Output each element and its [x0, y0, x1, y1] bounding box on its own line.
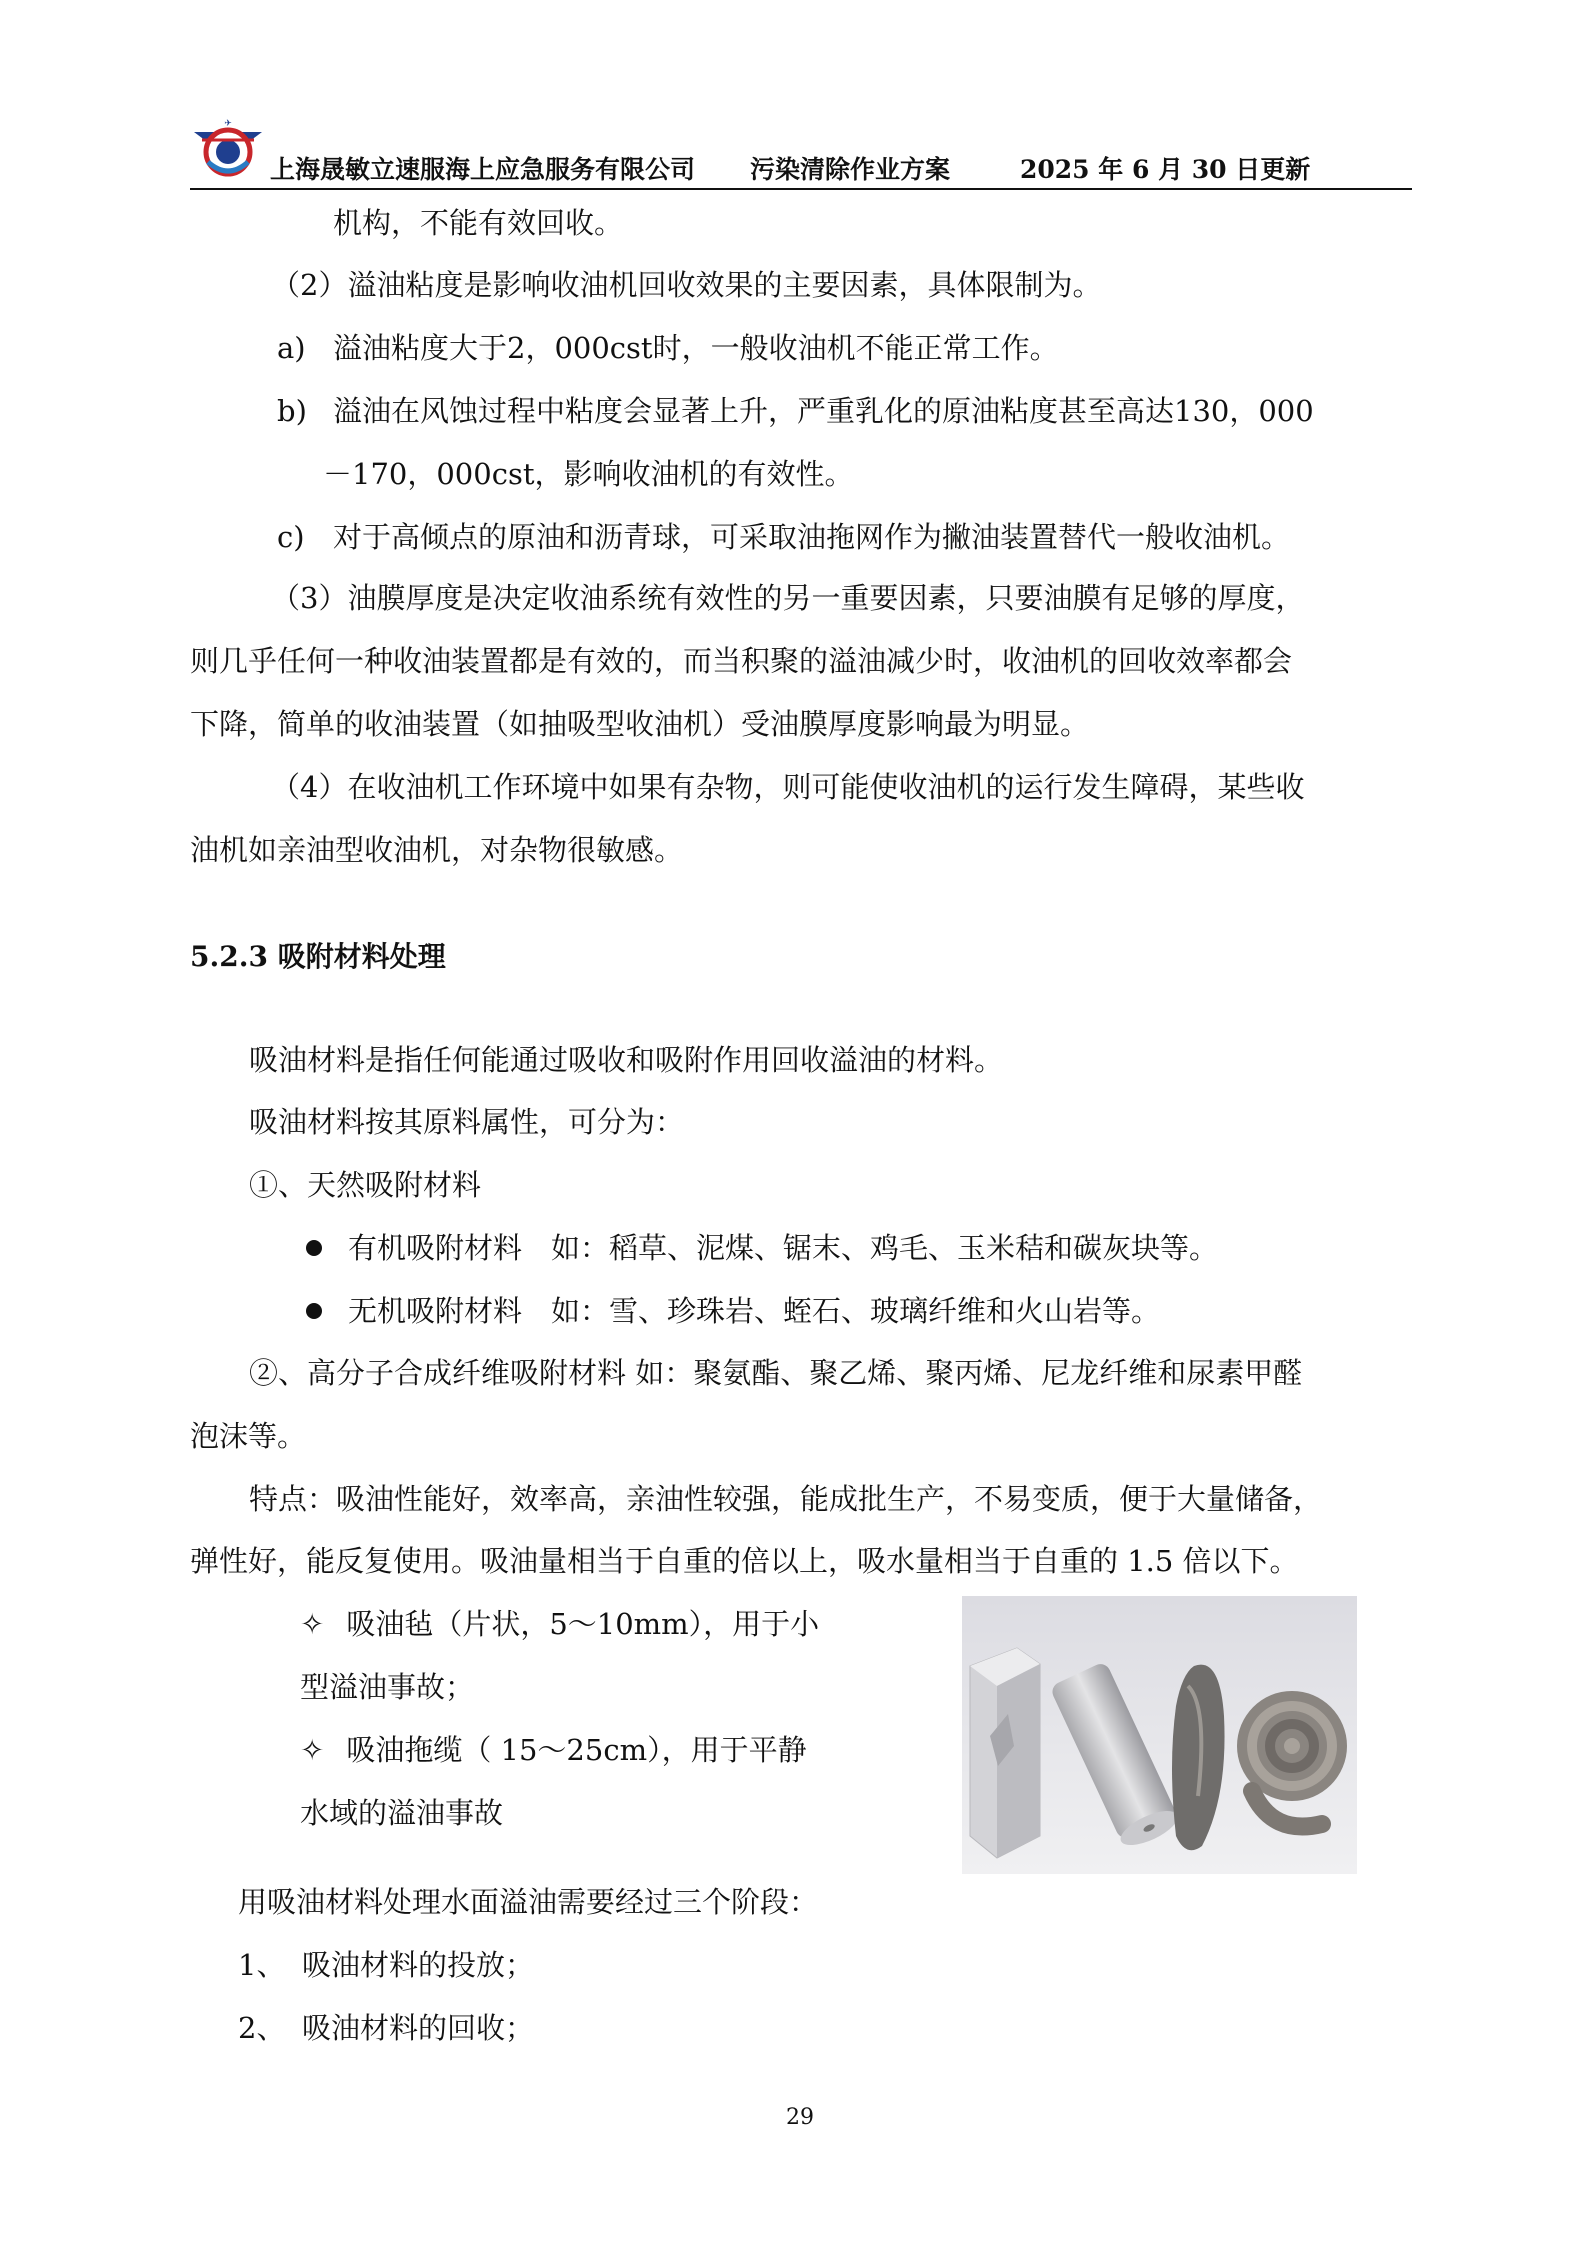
paragraph-line: 吸油材料按其原料属性，可分为： [249, 1105, 685, 1139]
paragraph-line: 用吸油材料处理水面溢油需要经过三个阶段： [238, 1885, 819, 1919]
bullet-icon [306, 1303, 322, 1319]
diamond-item-text: 型溢油事故； [300, 1670, 475, 1704]
paragraph-line: ②、高分子合成纤维吸附材料 如：聚氨酯、聚乙烯、聚丙烯、尼龙纤维和尿素甲醛 [249, 1356, 1303, 1390]
diamond-item [300, 1604, 819, 1644]
bullet-item [306, 1291, 1160, 1331]
bullet-text: 无机吸附材料 如：雪、珍珠岩、蛭石、玻璃纤维和火山岩等。 [348, 1294, 1161, 1328]
list-marker: c) [277, 520, 305, 554]
paragraph-line: 弹性好，能反复使用。吸油量相当于自重的倍以上，吸水量相当于自重的 1.5 倍以下。 [190, 1544, 1299, 1578]
paragraph-line: 吸油材料是指任何能通过吸收和吸附作用回收溢油的材料。 [249, 1043, 1004, 1077]
paragraph-line: ①、天然吸附材料 [249, 1168, 482, 1202]
company-logo [188, 110, 268, 186]
paragraph-line: （3）油膜厚度是决定收油系统有效性的另一重要因素，只要油膜有足够的厚度， [271, 581, 1305, 615]
list-item-text: －170，000cst，影响收油机的有效性。 [323, 457, 854, 491]
svg-text:✈: ✈ [224, 119, 232, 129]
paragraph-line: 机构，不能有效回收。 [333, 206, 624, 240]
list-item-text: 对于高倾点的原油和沥青球，可采取油拖网作为撇油装置替代一般收油机。 [333, 520, 1291, 554]
diamond-item-text: 吸油拖缆（ 15～25cm），用于平静 [346, 1733, 807, 1767]
list-marker: b) [277, 394, 307, 428]
diamond-item-text: 水域的溢油事故 [300, 1796, 504, 1830]
diamond-bullet-icon: ✧ [300, 1733, 325, 1767]
header-divider [190, 188, 1412, 190]
bullet-item [306, 1228, 1218, 1268]
bullet-text: 有机吸附材料 如：稻草、泥煤、锯末、鸡毛、玉米秸和碳灰块等。 [348, 1231, 1219, 1265]
header-updated-date: 2025 年 6 月 30 日更新 [1020, 155, 1311, 184]
diamond-item [300, 1730, 807, 1770]
paragraph-line: （4）在收油机工作环境中如果有杂物，则可能使收油机的运行发生障碍，某些收 [271, 770, 1305, 804]
section-heading: 5.2.3 吸附材料处理 [190, 940, 446, 973]
diamond-item-text: 吸油毡（片状，5～10mm），用于小 [346, 1607, 820, 1641]
header-company: 上海晟敏立速服海上应急服务有限公司 [270, 155, 696, 184]
absorbent-materials-photo [962, 1596, 1357, 1874]
numbered-item-text: 吸油材料的回收； [302, 2011, 535, 2045]
paragraph-line: 特点：吸油性能好，效率高，亲油性较强，能成批生产，不易变质，便于大量储备， [249, 1482, 1323, 1516]
numbered-marker: 2、 [238, 2011, 286, 2045]
diamond-bullet-icon: ✧ [300, 1607, 325, 1641]
page-number: 29 [786, 2105, 814, 2130]
list-item-text: 溢油粘度大于2，000cst时，一般收油机不能正常工作。 [333, 331, 1059, 365]
paragraph-line: 泡沫等。 [190, 1419, 307, 1453]
paragraph-line: 则几乎任何一种收油装置都是有效的，而当积聚的溢油减少时，收油机的回收效率都会 [190, 644, 1293, 678]
list-item-text: 溢油在风蚀过程中粘度会显著上升，严重乳化的原油粘度甚至高达130，000 [333, 394, 1314, 428]
numbered-marker: 1、 [238, 1948, 286, 1982]
paragraph-line: 油机如亲油型收油机，对杂物很敏感。 [190, 833, 684, 867]
bullet-icon [306, 1240, 322, 1256]
page-header [270, 150, 1310, 186]
paragraph-line: 下降，简单的收油装置（如抽吸型收油机）受油膜厚度影响最为明显。 [190, 707, 1090, 741]
header-doc-title: 污染清除作业方案 [750, 155, 951, 184]
numbered-item-text: 吸油材料的投放； [302, 1948, 535, 1982]
paragraph-line: （2）溢油粘度是影响收油机回收效果的主要因素，具体限制为。 [271, 268, 1102, 302]
list-marker: a) [277, 331, 306, 365]
